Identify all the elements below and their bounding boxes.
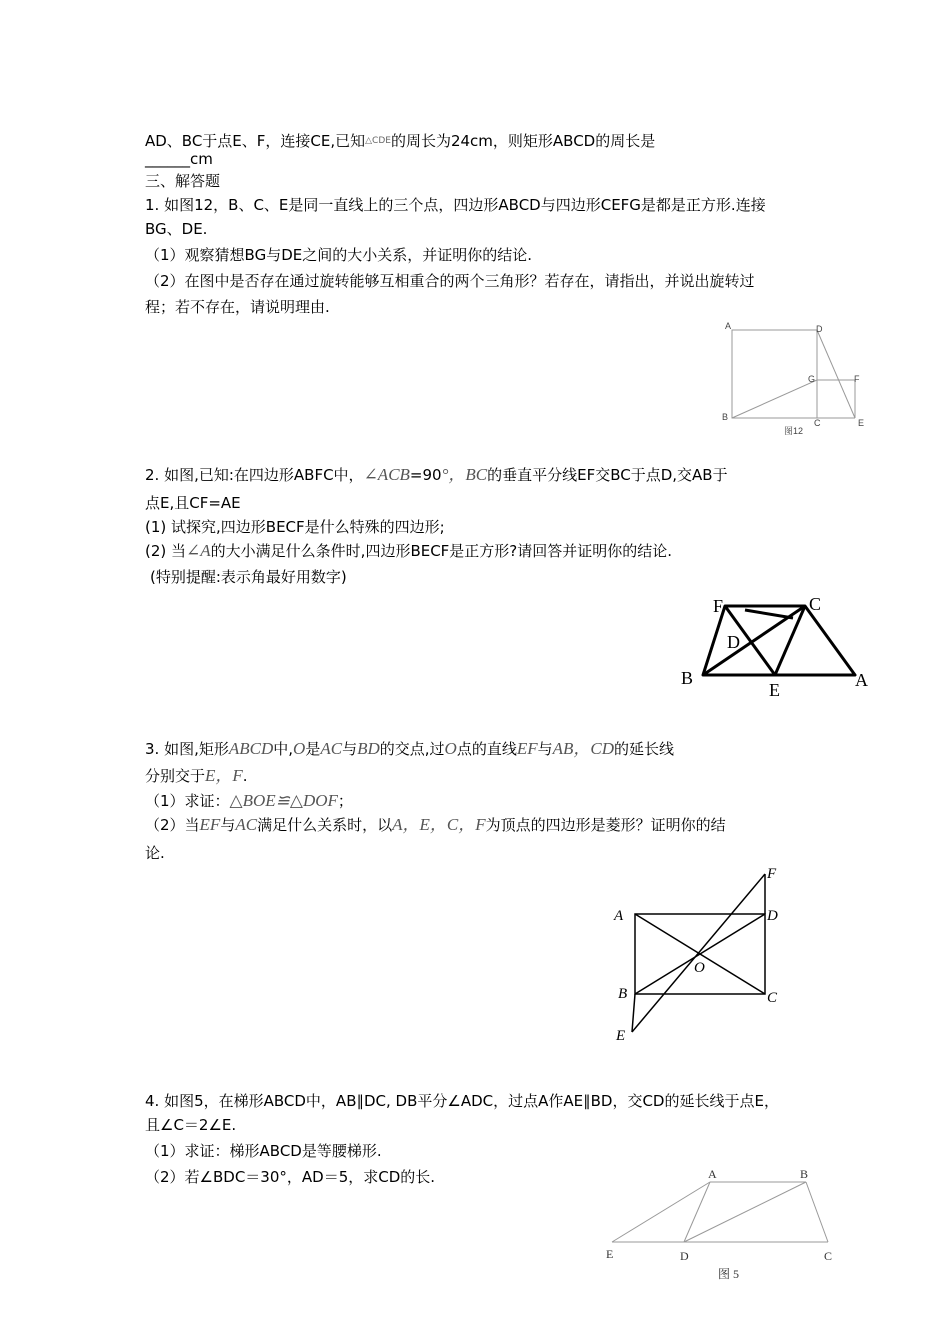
point-label-f: F: [854, 374, 860, 384]
point-label-f: F: [713, 596, 724, 616]
point-label-b: B: [800, 1167, 809, 1181]
point-label-a: A: [855, 670, 868, 690]
text: 与: [537, 740, 553, 758]
text: 的周长为24cm，则矩形ABCD的周长是: [390, 132, 656, 150]
problem-1-line: （2）在图中是否存在通过旋转能够互相重合的两个三角形？若存在，请指出，并说出旋转过: [145, 272, 755, 290]
math: EF: [516, 739, 538, 758]
triangle-notation: △CDE: [365, 136, 391, 146]
point-label-a: A: [708, 1167, 717, 1181]
point-label-e: E: [858, 418, 865, 428]
problem-4-line: 4. 如图5，在梯形ABCD中，AB∥DC, DB平分∠ADC，过点A作AE∥BD，交CD的延长线于点E，: [145, 1092, 779, 1110]
math: O: [293, 739, 306, 758]
text: 的垂直平分线EF交BC于点D,交AB于: [487, 466, 728, 484]
text: （2）当: [145, 816, 200, 834]
math: EF: [199, 815, 221, 834]
text: 的交点,过: [379, 740, 445, 758]
problem-2-line: [145, 540, 672, 562]
point-label-f: F: [767, 866, 777, 882]
problem-4-line: （2）若∠BDC＝30°，AD＝5，求CD的长.: [145, 1168, 436, 1186]
point-label-d: D: [767, 908, 778, 924]
text: (2) 当: [145, 542, 187, 560]
problem-3-line: [145, 765, 248, 787]
point-label-d: D: [816, 324, 823, 334]
figure-12: [720, 320, 880, 440]
problem-3-line: 论.: [145, 844, 165, 862]
text: 与: [342, 740, 358, 758]
text: 分别交于: [145, 767, 206, 785]
math: ABCD: [228, 739, 274, 758]
text: 的大小满足什么条件时,四边形BECF是正方形?请回答并证明你的结论.: [210, 542, 673, 560]
text: 是: [305, 740, 321, 758]
point-label-e: E: [616, 1028, 626, 1044]
math: ∠A: [186, 541, 211, 560]
text: AD、BC于点E、F，连接CE,已知: [145, 132, 366, 150]
math: △BOE≌△DOF: [229, 791, 338, 810]
problem-1-line: BG、DE.: [145, 220, 208, 238]
problem-1-line: 1. 如图12，B、C、E是同一直线上的三个点，四边形ABCD与四边形CEFG是都是正方形.连接: [145, 196, 766, 214]
point-label-c: C: [824, 1249, 833, 1263]
figure-3: [610, 862, 790, 1047]
problem-2-line: [145, 464, 728, 486]
point-label-g: G: [808, 374, 816, 384]
text: 点的直线: [456, 740, 517, 758]
point-label-c: C: [809, 594, 822, 614]
text: 中,: [273, 740, 294, 758]
text: .: [242, 767, 248, 785]
math: O: [444, 739, 457, 758]
answer-blank: ______cm: [145, 150, 213, 168]
math: °，BC: [441, 465, 488, 484]
text: 满足什么关系时，以: [257, 816, 393, 834]
problem-2-note: (特别提醒:表示角最好用数字): [150, 568, 347, 586]
problem-4-line: （1）求证：梯形ABCD是等腰梯形.: [145, 1142, 382, 1160]
math: A，E，C，F: [392, 815, 486, 834]
text: 3. 如图,矩形: [145, 740, 229, 758]
problem-1-line: 程；若不存在，请说明理由.: [145, 298, 330, 316]
point-label-e: E: [769, 680, 780, 700]
text: （1）求证：: [145, 792, 230, 810]
problem-2-line: 点E,且CF=AE: [145, 494, 241, 512]
text: =90: [409, 466, 442, 484]
text: 与: [220, 816, 236, 834]
problem-4-line: 且∠C＝2∠E.: [145, 1116, 237, 1134]
point-label-c: C: [767, 990, 778, 1006]
point-label-b: B: [722, 412, 729, 422]
math: BD: [357, 739, 380, 758]
text: 2. 如图,已知:在四边形ABFC中，: [145, 466, 364, 484]
point-label-d: D: [680, 1249, 689, 1263]
problem-1-line: （1）观察猜想BG与DE之间的大小关系，并证明你的结论.: [145, 246, 532, 264]
math: AC: [235, 815, 258, 834]
problem-3-line: [145, 738, 674, 760]
point-label-a: A: [725, 321, 732, 331]
point-label-d: D: [727, 632, 740, 652]
point-label-b: B: [681, 668, 694, 688]
figure-2: [675, 590, 875, 700]
section-heading: 三、解答题: [145, 172, 221, 190]
figure-caption: 图12: [784, 426, 804, 436]
math: AB，CD: [552, 739, 615, 758]
point-label-a: A: [614, 908, 624, 924]
problem-3-line: [145, 814, 726, 836]
problem-2-line: (1) 试探究,四边形BECF是什么特殊的四边形;: [145, 518, 445, 536]
math: E，F: [205, 766, 243, 785]
math: ∠ACB: [363, 465, 410, 484]
text-line: [145, 130, 655, 152]
text: 为顶点的四边形是菱形？证明你的结: [485, 816, 726, 834]
point-label-e: E: [606, 1247, 614, 1261]
point-label-o: O: [694, 960, 705, 976]
point-label-c: C: [814, 418, 821, 428]
figure-5: [600, 1162, 845, 1287]
figure-caption: 图 5: [718, 1267, 740, 1281]
point-label-b: B: [618, 986, 628, 1002]
text: ；: [337, 792, 353, 810]
text: 的延长线: [614, 740, 675, 758]
problem-3-line: [145, 790, 353, 812]
math: AC: [320, 739, 343, 758]
